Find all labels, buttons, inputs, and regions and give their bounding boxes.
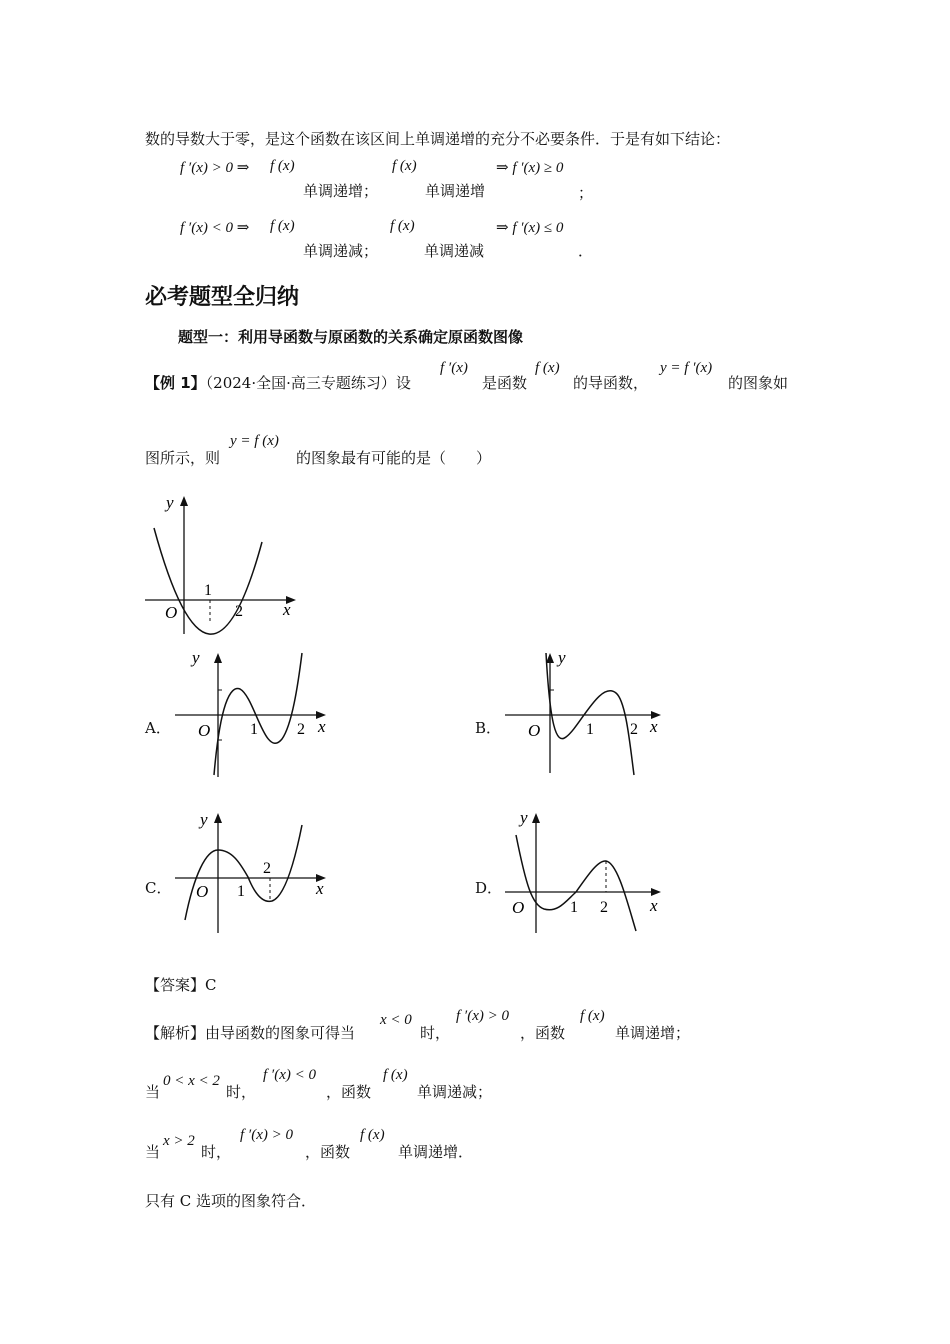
analysis-l1-m1: x < 0 [380,1012,412,1028]
conclusion-1-result: ⇒ f ′(x) ≥ 0 [496,160,564,176]
example-m3: y = f ′(x) [660,360,713,376]
analysis-l1-text [145,1022,355,1043]
tick-label-1: 1 [250,721,258,738]
x-label: x [650,717,658,736]
x-label: x [316,879,324,898]
y-axis-arrow [214,653,222,663]
analysis-l1-m3: f (x) [580,1008,605,1024]
example-tag: 【例 1】 [145,374,206,392]
option-a-label: A． [145,719,171,737]
example-m4: y = f (x) [230,433,279,449]
example-t3: 的图象如 [728,374,789,392]
example-l2-t2: 的图象最有可能的是（ ） [296,449,492,467]
analysis-l3-t3: ，函数 [305,1143,351,1161]
analysis-l2-m3: f (x) [383,1067,408,1083]
x-axis-arrow [651,888,661,896]
tick-label-2: 2 [600,899,608,916]
y-axis-arrow [180,496,188,506]
conclusion-2-fa: f (x) [270,218,295,234]
analysis-l2-t1: 当 [145,1083,161,1101]
tick-label-2: 2 [630,721,638,738]
analysis-l2-t2: 时， [226,1083,257,1101]
option-d-graph[interactable] [500,805,670,940]
y-label: y [200,810,208,829]
option-b-graph[interactable] [500,645,670,780]
tick-label-2: 2 [235,603,243,620]
origin-label: O [198,721,211,740]
analysis-l2-m1: 0 < x < 2 [163,1073,220,1089]
curve [546,653,634,775]
analysis-l1-t3: ，函数 [520,1024,566,1042]
tick-label-1: 1 [586,721,594,738]
answer-value: C [205,976,217,994]
y-axis-arrow [532,813,540,823]
example-line-1 [145,372,411,393]
analysis-final: 只有 C 选项的图象符合． [145,1192,317,1210]
example-m1: f ′(x) [440,360,468,376]
analysis-l3-m1: x > 2 [163,1133,195,1149]
answer-line [145,974,217,995]
analysis-l2-m2: f ′(x) < 0 [263,1067,316,1083]
y-label: y [520,808,528,827]
derivative-graph [140,488,310,638]
conclusion-2-end: ． [578,242,594,260]
tick-label-2: 2 [263,860,271,877]
conclusion-2-premise: f ′(x) < 0 ⇒ [180,220,250,236]
intro-text: 数的导数大于零，是这个函数在该区间上单调递增的充分不必要条件．于是有如下结论： [145,130,731,148]
option-b-label: B． [475,719,502,737]
conclusion-1-premise: f ′(x) > 0 ⇒ [180,160,250,176]
x-label: x [650,896,658,915]
y-label: y [558,648,566,667]
conclusion-1-end: ； [578,184,594,202]
example-m2: f (x) [535,360,560,376]
option-a-graph[interactable] [170,645,340,780]
analysis-l1-t2: 时， [420,1024,451,1042]
tick-label-1: 1 [570,899,578,916]
y-label: y [166,493,174,512]
section-title: 必考题型全归纳 [145,285,300,310]
conclusion-2-fb: f (x) [390,218,415,234]
x-label: x [318,717,326,736]
answer-tag: 【答案】 [145,976,206,994]
example-source: （2024·全国·高三专题练习）设 [205,374,411,392]
conclusion-1-label-a: 单调递增； [303,182,379,200]
example-l2-t1: 图所示，则 [145,449,221,467]
origin-label: O [512,898,525,917]
tick-label-1: 1 [204,582,212,599]
conclusion-2-label-a: 单调递减； [303,242,379,260]
tick-label-1: 1 [237,883,245,900]
analysis-l2-t4: 单调递减； [417,1083,493,1101]
analysis-l1-t1: 由导函数的图象可得当 [205,1024,356,1042]
analysis-l3-t2: 时， [201,1143,232,1161]
example-t2: 的导函数， [573,374,649,392]
origin-label: O [528,721,541,740]
y-axis-arrow [214,813,222,823]
analysis-l1-t4: 单调递增； [615,1024,691,1042]
option-d-label: D． [475,879,503,897]
analysis-l3-m3: f (x) [360,1127,385,1143]
conclusion-1-label-b: 单调递增 [425,182,486,200]
analysis-l1-m2: f ′(x) > 0 [456,1008,509,1024]
origin-label: O [165,603,178,622]
type-title: 题型一：利用导函数与原函数的关系确定原函数图像 [178,328,524,346]
analysis-tag: 【解析】 [145,1024,206,1042]
conclusion-2-label-b: 单调递减 [424,242,485,260]
origin-label: O [196,882,209,901]
tick-label-2: 2 [297,721,305,738]
curve [185,825,302,920]
analysis-l3-t4: 单调递增． [398,1143,474,1161]
option-c-label: C． [145,879,172,897]
curve [214,653,302,775]
x-label: x [283,600,291,619]
analysis-l3-t1: 当 [145,1143,161,1161]
analysis-l2-t3: ，函数 [326,1083,372,1101]
conclusion-2-result: ⇒ f ′(x) ≤ 0 [496,220,564,236]
conclusion-1-fa: f (x) [270,158,295,174]
curve [516,835,636,931]
analysis-l3-m2: f ′(x) > 0 [240,1127,293,1143]
option-c-graph[interactable] [170,805,340,940]
example-t1: 是函数 [482,374,528,392]
y-label: y [192,648,200,667]
conclusion-1-fb: f (x) [392,158,417,174]
